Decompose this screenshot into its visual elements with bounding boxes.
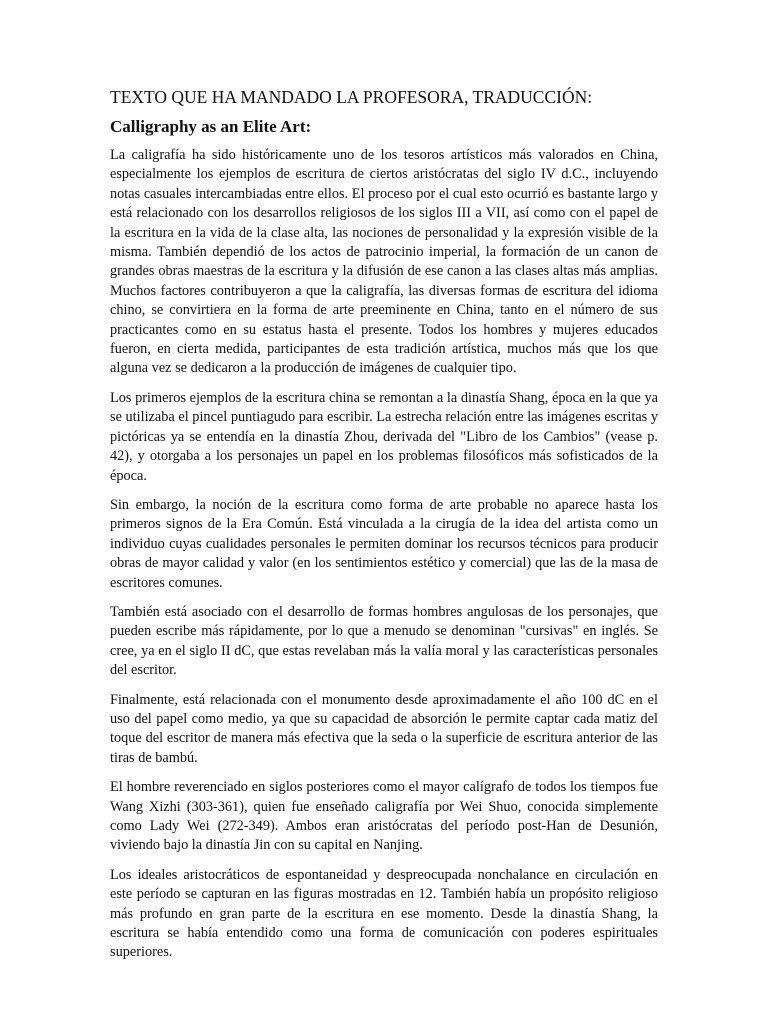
paragraph-3: Sin embargo, la noción de la escritura como forma de arte probable no aparece hasta los primeros signos de la Era Común. Está vinculada a la cirugía de la idea del artista como un individuo cuyas cualidades personales le permiten dominar los recursos técnicos para producir obras de mayor calidad y valor (en los sentimientos estético y comercial) que las de la masa de escritores comunes. [110,496,658,591]
paragraph-2: Los primeros ejemplos de la escritura china se remontan a la dinastía Shang, época en la que ya se utilizaba el pincel puntiagudo para escribir. La estrecha relación entre las imágenes escritas y pictóricas ya se entendía en la dinastía Zhou, derivada del "Libro de los Cambios" (vease p. 42), y otorgaba a los personajes un papel en los problemas filosóficos más sofisticados de la época. [110,389,658,484]
section-title: Calligraphy as an Elite Art: [110,117,312,136]
paragraph-7: Los ideales aristocráticos de espontaneidad y despreocupada nonchalance en circulación en este período se capturan en las figuras mostradas en 12. También había un propósito religioso más profundo en gran parte de la escritura en ese momento. Desde la dinastía Shang, la escritura se había entendido como una forma de comunicación con poderes espirituales superiores. [110,866,658,961]
document-heading: TEXTO QUE HA MANDADO LA PROFESORA, TRADUCCIÓN: [110,87,593,107]
paragraph-1: La caligrafía ha sido históricamente uno de los tesoros artísticos más valorados en China, especialmente los ejemplos de escritura de ciertos aristócratas del siglo IV d.C., incluyendo notas casuales intercambiadas entre ellos. El proceso por el cual esto ocurrió es bastante largo y está relacionado con los desarrollos religiosos de los siglos III a VII, así como con el papel de la escritura en la vida de la clase alta, las nociones de personalidad y la expresión visible de la misma. También dependió de los actos de patrocinio imperial, la formación de un canon de grandes obras maestras de la escritura y la difusión de ese canon a las clases altas más amplias. Muchos factores contribuyeron a que la caligrafía, las diversas formas de escritura del idioma chino, se convirtiera en la forma de arte preeminente en China, tanto en el número de sus practicantes como en su estatus hasta el presente. Todos los hombres y mujeres educados fueron, en cierta medida, participantes de esta tradición artística, muchos más que los que alguna vez se dedicaron a la producción de imágenes de cualquier tipo. [110,147,658,377]
document-page [110,86,658,973]
paragraph-6: El hombre reverenciado en siglos posteriores como el mayor calígrafo de todos los tiempos fue Wang Xizhi (303-361), quien fue enseñado caligrafía por Wei Shuo, conocida simplemente como Lady Wei (272-349). Ambos eran aristócratas del período post-Han de Desunión, viviendo bajo la dinastía Jin con su capital en Nanjing. [110,779,658,854]
paragraph-4: También está asociado con el desarrollo de formas hombres angulosas de los personajes, que pueden escribe más rápidamente, por lo que a menudo se denominan "cursivas" en inglés. Se cree, ya en el siglo II dC, que estas revelaban más la valía moral y las características personales del escritor. [110,603,658,679]
paragraph-5: Finalmente, está relacionada con el monumento desde aproximadamente el año 100 dC en el uso del papel como medio, ya que su capacidad de absorción le permite captar cada matiz del toque del escritor de manera más efectiva que la seda o la superficie de escritura anterior de las tiras de bambú. [110,691,658,766]
